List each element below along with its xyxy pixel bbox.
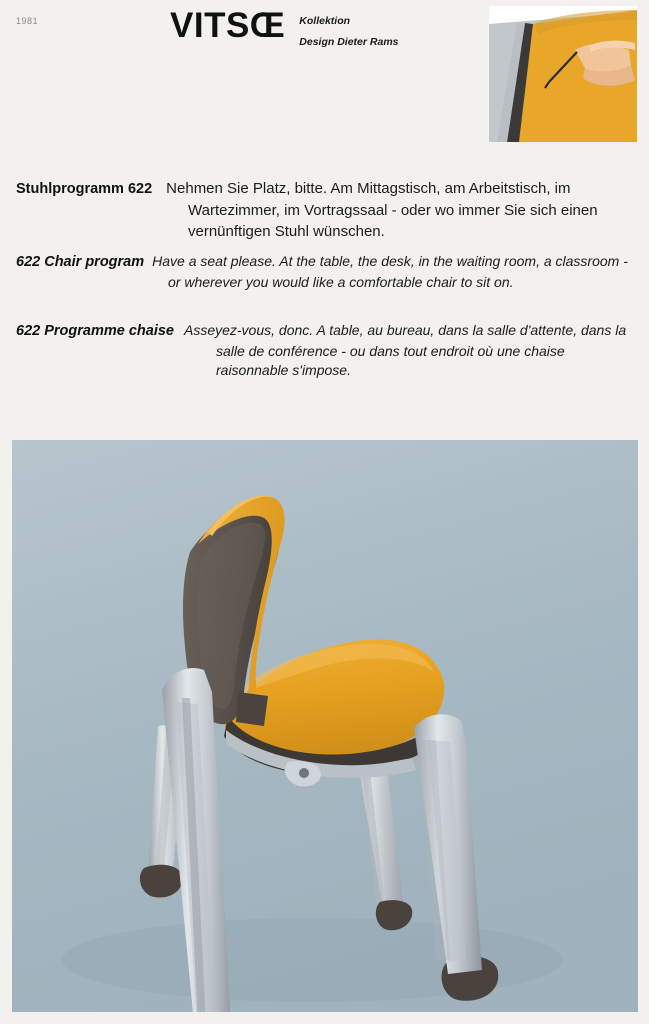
section-en-label: 622 Chair program [16,254,145,270]
section-fr-text: Asseyez-vous, donc. A table, au bureau, dans la salle d'attente, dans la salle de conférence - ou dans tout endroit où une chaise raisonnable s'impose. [183,322,627,378]
section-en-text: Have a seat please. At the table, the desk, in the waiting room, a classroom - or wherever you would like a comfortable chair to sit on. [152,253,628,290]
section-en-line [16,252,628,292]
brand-subtitles [299,8,398,49]
kollektion-label: Kollektion [299,15,351,27]
product-photo [12,440,638,1012]
designer-label: Design Dieter Rams [299,36,399,48]
section-fr-line [16,321,628,381]
section-fr-label: 622 Programme chaise [16,323,174,339]
detail-photo [489,6,637,142]
section-fr [16,321,628,381]
product-photo-illustration [12,440,638,1012]
section-de-line [16,178,628,242]
detail-photo-illustration [489,6,637,142]
section-en [16,252,628,292]
section-de-text: Nehmen Sie Platz, bitte. Am Mittagstisch, am Arbeitstisch, im Wartezimmer, im Vortragssaal - oder wo immer Sie sich einen vernünftigen Stuhl wünschen. [166,180,598,240]
section-de [16,178,628,242]
year-label: 1981 [16,16,39,26]
brand-block [170,8,399,49]
brand-wordmark: VITSŒ [170,6,286,45]
section-de-label: Stuhlprogramm 622 [16,181,153,197]
